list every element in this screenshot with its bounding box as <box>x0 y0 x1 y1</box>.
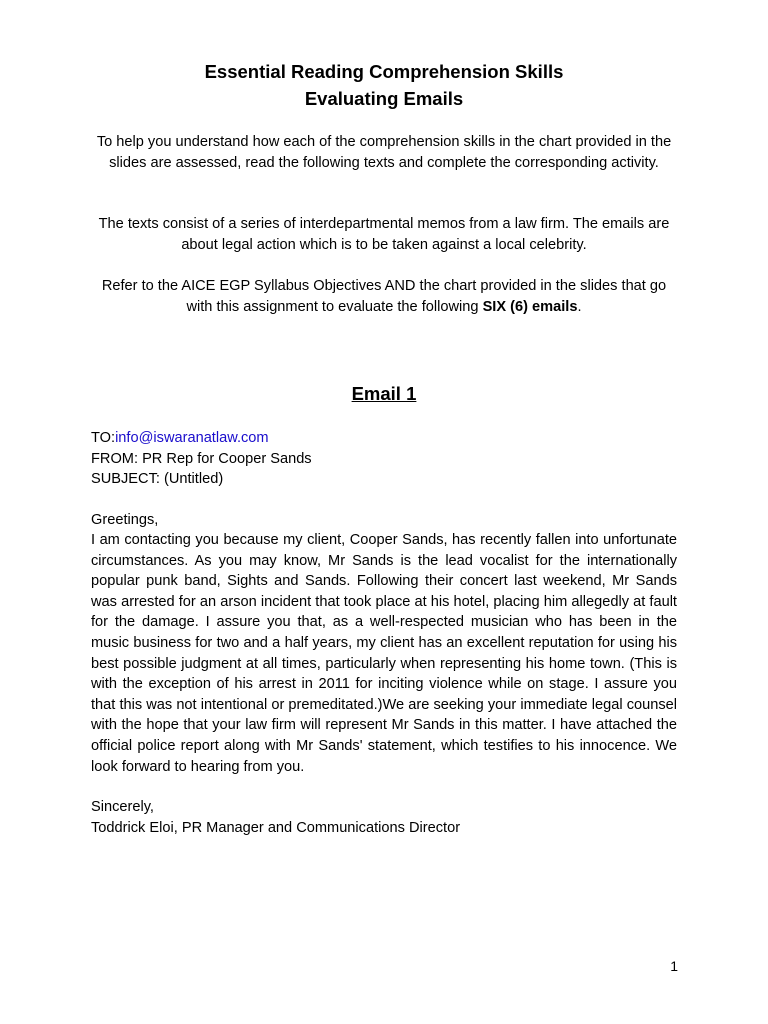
intro-paragraph-3-text: Refer to the AICE EGP Syllabus Objectives AND the chart provided in the slides that go with this assignment to evaluate the following <box>101 278 667 315</box>
to-line <box>91 428 677 449</box>
intro-paragraph-3 <box>90 276 678 317</box>
emails-count-emphasis: SIX (6) emails <box>482 298 578 315</box>
intro-paragraph-3-end: . <box>577 298 582 315</box>
to-label: TO: <box>91 430 116 446</box>
subject-line: SUBJECT: (Untitled) <box>91 471 224 488</box>
title-line-1: Essential Reading Comprehension Skills <box>204 61 564 82</box>
from-line: FROM: PR Rep for Cooper Sands <box>91 450 312 467</box>
email-heading <box>0 380 768 407</box>
email-greeting: Greetings, <box>91 512 159 528</box>
email-signature: Toddrick Eloi, PR Manager and Communications Director <box>91 819 461 836</box>
email-signoff <box>91 797 677 838</box>
document-title <box>0 58 768 112</box>
email-message-body: I am contacting you because my client, Cooper Sands, has recently fallen into unfortunate circumstances. As you may know, Mr Sands is the lead vocalist for the internationally popular punk band, Sights and Sands. Following their concert last weekend, Mr Sands was arrested for an arson incident that took place at his hotel, placing him allegedly at fault for the damage. I assure you that, as a well-respected musician who has been in the music business for two and a half years, my client has an excellent reputation for using his best possible judgment at all times, particularly when representing his home town. (This is with the exception of his arrest in 2011 for inciting violence while on stage. I assure you that this was not intentional or premeditated.)We are seeking your immediate legal counsel with the hope that your law firm will represent Mr Sands in this matter. I have attached the official police report along with Mr Sands' statement, which testifies to his innocence. We look forward to hearing from you. <box>91 532 677 775</box>
intro-paragraph-1: To help you understand how each of the comprehension skills in the chart provided in the slides are assessed, read the following texts and complete the corresponding activity. <box>96 134 672 171</box>
email-heading-text: Email 1 <box>351 383 417 404</box>
email-closing: Sincerely, <box>91 799 154 815</box>
intro-paragraph-2: The texts consist of a series of interdepartmental memos from a law firm. The emails are about legal action which is to be taken against a local celebrity. <box>98 216 670 253</box>
page-number: 1 <box>670 958 678 974</box>
email-headers <box>91 428 677 490</box>
to-email-link[interactable]: info@iswaranatlaw.com <box>115 430 269 446</box>
title-line-2: Evaluating Emails <box>304 88 464 109</box>
